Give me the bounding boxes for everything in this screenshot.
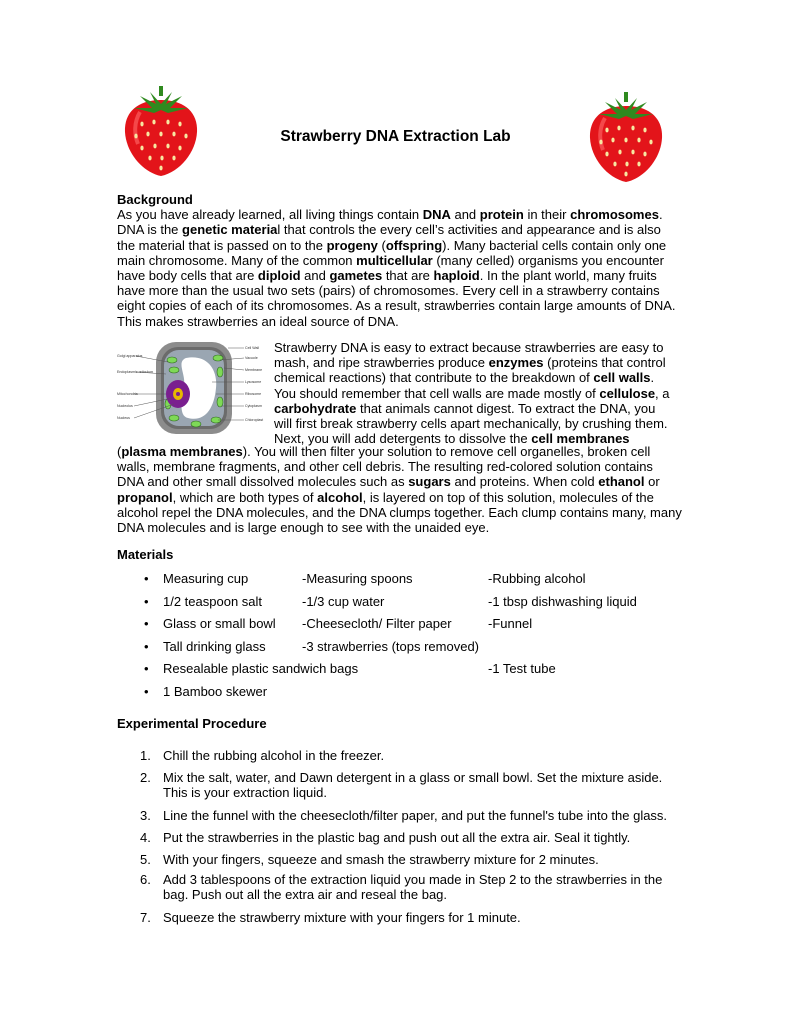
bullet-icon: • <box>144 684 149 699</box>
diagram-label-right: Chloroplast <box>245 418 264 422</box>
plant-cell-diagram <box>116 338 266 438</box>
step-text: Chill the rubbing alcohol in the freezer. <box>163 748 385 763</box>
bold-term: ethanol <box>598 474 645 490</box>
material-item: Resealable plastic sandwich bags <box>163 661 359 676</box>
materials-row <box>0 639 791 657</box>
bold-term: sugars <box>408 474 451 490</box>
step-number: 5. <box>140 852 151 867</box>
procedure-heading: Experimental Procedure <box>117 716 267 731</box>
bold-term: protein <box>479 207 524 223</box>
step-number: 2. <box>140 770 151 785</box>
bold-term: offspring <box>385 237 443 253</box>
material-item: 1/2 teaspoon salt <box>163 594 263 609</box>
step-text: Squeeze the strawberry mixture with your fingers for 1 minute. <box>163 910 521 925</box>
step-text: With your fingers, squeeze and smash the strawberry mixture for 2 minutes. <box>163 852 599 867</box>
diagram-label-right: Cell Wall <box>245 346 260 350</box>
diagram-label-right: Lysosome <box>245 380 262 384</box>
bold-term: genetic materia <box>182 222 278 238</box>
material-item: -1/3 cup water <box>302 594 385 609</box>
diagram-label-left: Golgi apparatus <box>117 354 143 358</box>
diagram-label-right: Vacuole <box>245 356 258 360</box>
bold-term: enzymes <box>488 355 544 371</box>
step-number: 7. <box>140 910 151 925</box>
step-text: Line the funnel with the cheesecloth/filter paper, and put the funnel's tube into the glass. <box>163 808 668 823</box>
step-number: 3. <box>140 808 151 823</box>
bold-term: cellulose <box>599 385 656 401</box>
bold-term: chromosomes <box>570 207 659 223</box>
diagram-label-right: Membrane <box>245 368 263 372</box>
material-item: -Funnel <box>488 616 533 631</box>
material-item: Tall drinking glass <box>163 639 266 654</box>
diagram-label-right: Ribosome <box>245 392 262 396</box>
page-title: Strawberry DNA Extraction Lab <box>280 128 511 145</box>
diagram-label-left: Mitochondria <box>117 392 138 396</box>
step-number: 6. <box>140 872 151 887</box>
material-item: -Cheesecloth/ Filter paper <box>302 616 452 631</box>
bold-term: carbohydrate <box>274 400 357 416</box>
bold-term: gametes <box>329 268 383 284</box>
bold-term: plasma membranes <box>121 444 243 459</box>
material-item: -1 tbsp dishwashing liquid <box>488 594 637 609</box>
step-text: Add 3 tablespoons of the extraction liquid you made in Step 2 to the strawberries in the bag. Push out all the extra air and reseal the bag. <box>163 872 663 903</box>
materials-row <box>0 684 791 702</box>
background-heading: Background <box>117 192 193 207</box>
material-item: 1 Bamboo skewer <box>163 684 268 699</box>
material-item: -Rubbing alcohol <box>488 571 586 586</box>
diagram-label-left: Nucleus <box>117 416 130 420</box>
material-item: -3 strawberries (tops removed) <box>302 639 479 654</box>
materials-row <box>0 571 791 589</box>
bold-term: cell membranes <box>531 431 630 447</box>
materials-row <box>0 661 791 679</box>
materials-row <box>0 594 791 612</box>
bullet-icon: • <box>144 639 149 654</box>
bullet-icon: • <box>144 616 149 631</box>
bold-term: propanol <box>117 489 173 505</box>
step-number: 1. <box>140 748 151 763</box>
bold-term: progeny <box>326 237 378 253</box>
step-text: Mix the salt, water, and Dawn detergent in a glass or small bowl. Set the mixture aside. This is your extraction liquid. <box>163 770 663 801</box>
diagram-label-left: Endoplasmic reticulum <box>117 370 154 374</box>
bold-term: diploid <box>257 268 301 284</box>
bold-term: haploid <box>433 268 480 284</box>
extraction-paragraph-top: Strawberry DNA is easy to extract because strawberries are easy to mash, and ripe strawberries produce enzymes (proteins that control chemical reactions) that contribute to the breakdown of cell walls. You should remember that cell walls are made mostly of cellulose, a carbohydrate that animals cannot digest. To extract the DNA, you will first break strawberry cells apart mechanically, by crushing them. Next, you will add detergents to dissolve the cell membranes <box>274 340 670 447</box>
bullet-icon: • <box>144 571 149 586</box>
diagram-label-right: Cytoplasm <box>245 404 262 408</box>
bullet-icon: • <box>144 594 149 609</box>
materials-heading: Materials <box>117 547 174 562</box>
diagram-label-left: Nucleolus <box>117 404 133 408</box>
step-text: Put the strawberries in the plastic bag and push out all the extra air. Seal it tightly. <box>163 830 631 845</box>
bold-term: multicellular <box>356 252 433 268</box>
bullet-icon: • <box>144 661 149 676</box>
material-item: -1 Test tube <box>488 661 556 676</box>
bold-term: DNA <box>422 207 451 223</box>
material-item: Glass or small bowl <box>163 616 276 631</box>
material-item: -Measuring spoons <box>302 571 413 586</box>
materials-row <box>0 616 791 634</box>
material-item: Measuring cup <box>163 571 249 586</box>
background-section <box>117 192 677 329</box>
bold-term: cell walls <box>593 370 651 386</box>
extraction-paragraph-bottom: (plasma membranes). You will then filter your solution to remove cell organelles, broken cell walls, membrane fragments, and other cell debris. The resulting red-colored solution contains DNA and other small dissolved molecules such as sugars and proteins. When cold ethanol or propanol, which are both types of alcohol, is layered on top of this solution, molecules of the alcohol repel the DNA molecules, and the DNA clumps together. Each clump contains many, many DNA molecules and is large enough to see with the unaided eye. <box>117 444 682 536</box>
step-number: 4. <box>140 830 151 845</box>
background-paragraph: As you have already learned, all living things contain DNA and protein in their chromosomes. DNA is the genetic material that controls the every cell’s activities and appearance and is also the material that is passed on to the progeny (offspring). Many bacterial cells contain only one main chromosome. Many of the common multicellular (many celled) organisms you encounter have body cells that are diploid and gametes that are haploid. In the plant world, many fruits have more than the usual two sets (pairs) of chromosomes. Every cell in a strawberry contains eight copies of each of its chromosomes. As a result, strawberries contain large amounts of DNA. This makes strawberries an ideal source of DNA. <box>117 207 676 329</box>
bold-term: alcohol <box>317 489 363 505</box>
